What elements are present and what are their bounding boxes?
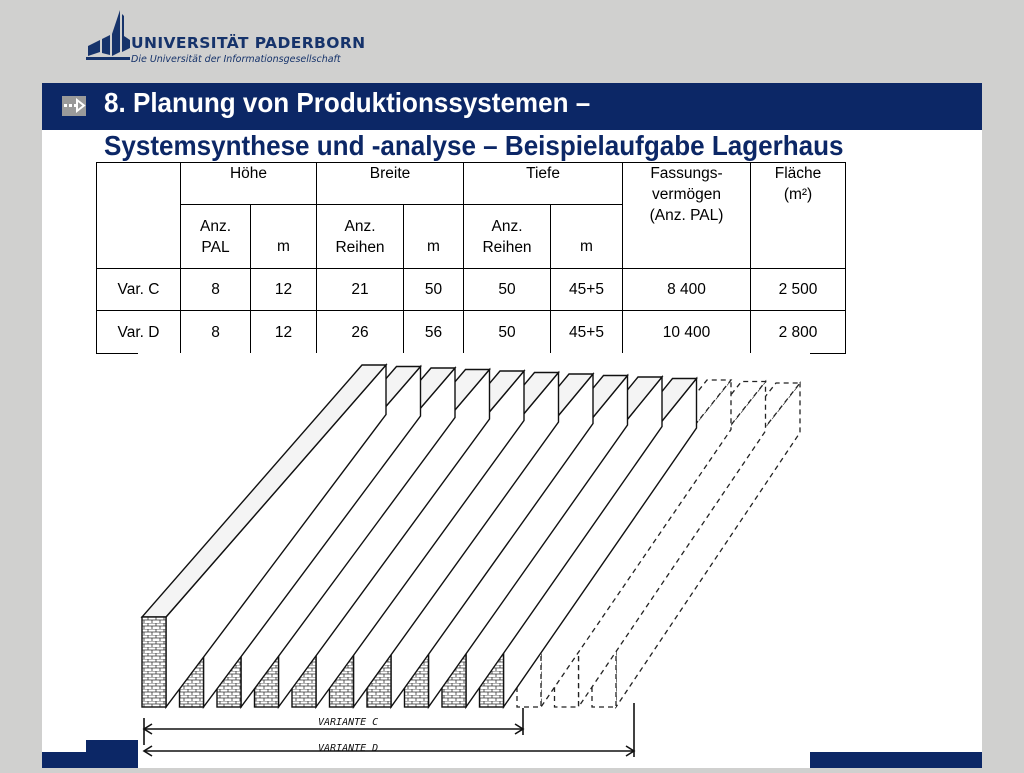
subheader-anz: Anz. xyxy=(491,217,523,235)
header-hoehe: Höhe xyxy=(181,163,317,205)
header-fassungsvermoegen xyxy=(623,163,751,269)
subheader-hoehe-m: m xyxy=(251,205,317,269)
cell-tiefe-reihen: 50 xyxy=(464,311,551,354)
header-flaeche-line2: (m²) xyxy=(783,186,813,203)
cell-flaeche: 2 800 xyxy=(751,311,846,354)
cell-hoehe-pal: 8 xyxy=(181,269,251,311)
sketch-label-variante-d: VARIANTE D xyxy=(318,743,379,754)
header-breite: Breite xyxy=(317,163,464,205)
cell-hoehe-m: 12 xyxy=(251,269,317,311)
dimension-lines xyxy=(144,703,634,757)
subheader-hoehe-anz-pal xyxy=(181,205,251,269)
cell-breite-reihen: 21 xyxy=(317,269,404,311)
header-flaeche-line1: Fläche xyxy=(774,165,822,182)
subheader-pal: PAL xyxy=(201,238,230,256)
cell-tiefe-m: 45+5 xyxy=(551,311,623,354)
footer-accent-right xyxy=(810,752,982,768)
cell-hoehe-m: 12 xyxy=(251,311,317,354)
storage-variants-table xyxy=(96,162,846,354)
subheader-tiefe-anz-reihen xyxy=(464,205,551,269)
cell-breite-m: 50 xyxy=(404,269,464,311)
subheader-anz: Anz. xyxy=(199,217,231,235)
subheader-breite-m: m xyxy=(404,205,464,269)
left-margin xyxy=(0,130,42,768)
sketch-label-variante-c: VARIANTE C xyxy=(318,717,379,728)
subheader-breite-anz-reihen xyxy=(317,205,404,269)
slide-subtitle: Systemsynthese und -analyse – Beispielaufgabe Lagerhaus xyxy=(104,130,844,161)
corner-header-cell xyxy=(97,163,181,269)
cell-breite-reihen: 26 xyxy=(317,311,404,354)
subheader-reihen: Reihen xyxy=(335,238,385,256)
rack-rows xyxy=(142,365,800,707)
cell-fassungsvermoegen: 10 400 xyxy=(623,311,751,354)
cell-hoehe-pal: 8 xyxy=(181,311,251,354)
university-tagline: Die Universität der Informationsgesellschaft xyxy=(131,54,341,65)
slide-title: 8. Planung von Produktionssystemen – xyxy=(104,87,591,118)
header-fassung-line1: Fassungs- xyxy=(650,165,723,182)
warehouse-rack-sketch xyxy=(138,353,810,768)
subheader-anz: Anz. xyxy=(344,217,376,235)
footer-accent-step xyxy=(86,740,138,752)
cell-fassungsvermoegen: 8 400 xyxy=(623,269,751,311)
row-label: Var. C xyxy=(97,269,181,311)
right-margin xyxy=(982,130,1024,768)
table-row xyxy=(97,269,846,311)
row-label: Var. D xyxy=(97,311,181,354)
header-fassung-line2: vermögen xyxy=(652,186,721,203)
cell-tiefe-m: 45+5 xyxy=(551,269,623,311)
subheader-tiefe-m: m xyxy=(551,205,623,269)
table-row xyxy=(97,311,846,354)
cell-breite-m: 56 xyxy=(404,311,464,354)
footer-accent-left xyxy=(42,752,138,768)
university-name: UNIVERSITÄT PADERBORN xyxy=(131,34,366,52)
header-flaeche xyxy=(751,163,846,269)
header-fassung-line3: (Anz. PAL) xyxy=(649,207,724,224)
rack-drawing xyxy=(138,353,810,768)
cell-flaeche: 2 500 xyxy=(751,269,846,311)
subheader-reihen: Reihen xyxy=(482,238,532,256)
cell-tiefe-reihen: 50 xyxy=(464,269,551,311)
forward-arrow-icon xyxy=(62,96,86,116)
header-tiefe: Tiefe xyxy=(464,163,623,205)
